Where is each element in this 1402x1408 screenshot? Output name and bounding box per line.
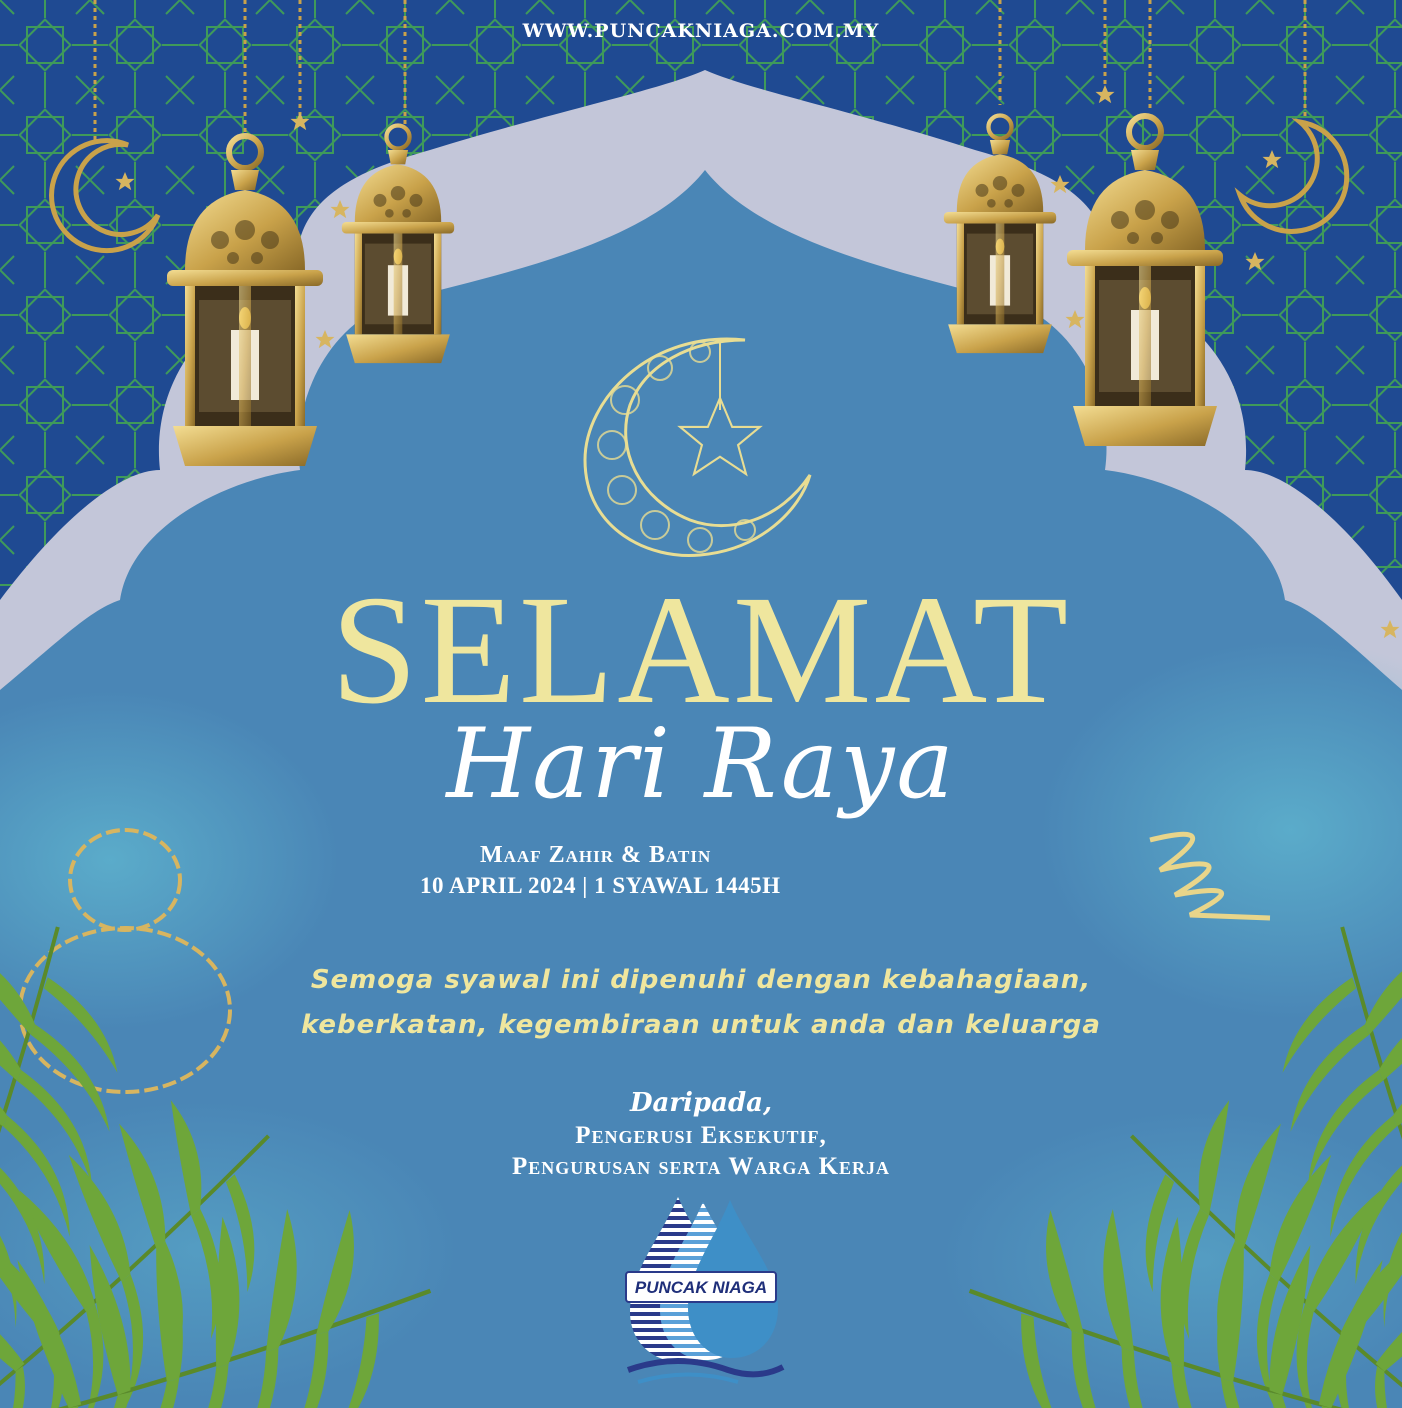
- event-date: 10 APRIL 2024 | 1 SYAWAL 1445H: [420, 873, 781, 898]
- puncak-niaga-logo: [618, 1192, 788, 1392]
- logo-wordmark: PUNCAK NIAGA: [634, 1278, 768, 1297]
- from-label: Daripada,: [629, 1088, 773, 1118]
- message-line-2: keberkatan, kegembiraan untuk anda dan keluarga: [301, 1010, 1101, 1040]
- sender-line-1: Pengerusi Eksekutif,: [575, 1122, 827, 1149]
- greeting-script-title: Hari Raya: [446, 708, 956, 820]
- greeting-subtitle: Maaf Zahir & Batin: [480, 842, 712, 868]
- message-line-1: Semoga syawal ini dipenuhi dengan kebahagiaan,: [310, 965, 1092, 995]
- website-url: WWW.PUNCAKNIAGA.COM.MY: [522, 20, 880, 42]
- sender-line-2: Pengurusan serta Warga Kerja: [511, 1153, 891, 1180]
- greeting-title: SELAMAT: [330, 563, 1072, 736]
